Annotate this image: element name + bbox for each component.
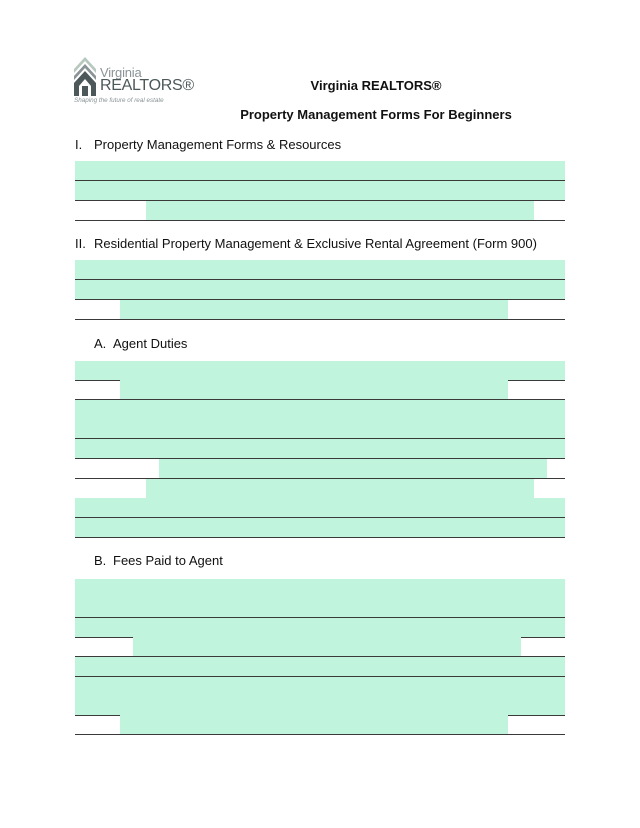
section-heading-2: [75, 236, 537, 251]
section-label: Fees Paid to Agent: [113, 553, 223, 568]
fill-in-blank[interactable]: [75, 201, 565, 221]
fill-in-blank[interactable]: [75, 696, 565, 716]
fill-in-blank[interactable]: [75, 439, 565, 459]
document-subtitle: Property Management Forms For Beginners: [240, 107, 512, 122]
logo-tagline: Shaping the future of real estate: [74, 97, 164, 104]
section-number: I.: [75, 137, 83, 152]
fill-in-blank[interactable]: [75, 260, 565, 280]
fill-in-blank[interactable]: [75, 419, 565, 439]
fill-in-blank[interactable]: [75, 459, 565, 479]
fill-in-blank[interactable]: [75, 181, 565, 201]
subsection-heading-b: [94, 553, 223, 568]
fill-in-blank[interactable]: [75, 637, 565, 657]
section-heading-1: [75, 137, 341, 152]
logo-realtors-text: REALTORS®: [100, 77, 194, 94]
section-number: II.: [75, 236, 86, 251]
section-number: B.: [94, 553, 107, 568]
fill-in-blank[interactable]: [75, 400, 565, 420]
house-icon: [74, 56, 98, 96]
section-label: Property Management Forms & Resources: [94, 137, 342, 152]
fill-in-blank[interactable]: [75, 280, 565, 300]
section-label: Residential Property Management & Exclusive Rental Agreement (Form 900): [94, 236, 537, 251]
fill-in-blank[interactable]: [75, 479, 565, 499]
section-number: A.: [94, 336, 107, 351]
fill-in-blank[interactable]: [75, 677, 565, 697]
virginia-realtors-logo: [74, 56, 194, 108]
fill-in-blank[interactable]: [75, 300, 565, 320]
logo-virginia-text: Virginia: [100, 65, 142, 80]
fill-in-blank[interactable]: [75, 498, 565, 518]
fill-in-blank[interactable]: [75, 161, 565, 181]
fill-in-blank[interactable]: [75, 579, 565, 599]
fill-in-blank[interactable]: [75, 715, 565, 735]
fill-in-blank[interactable]: [75, 380, 565, 400]
document-title: Virginia REALTORS®: [310, 78, 442, 93]
fill-in-blank[interactable]: [75, 361, 565, 381]
fill-in-blank[interactable]: [75, 618, 565, 638]
fill-in-blank[interactable]: [75, 598, 565, 618]
fill-in-blank[interactable]: [75, 657, 565, 677]
fill-in-blank[interactable]: [75, 518, 565, 538]
section-label: Agent Duties: [113, 336, 188, 351]
subsection-heading-a: [94, 336, 187, 351]
